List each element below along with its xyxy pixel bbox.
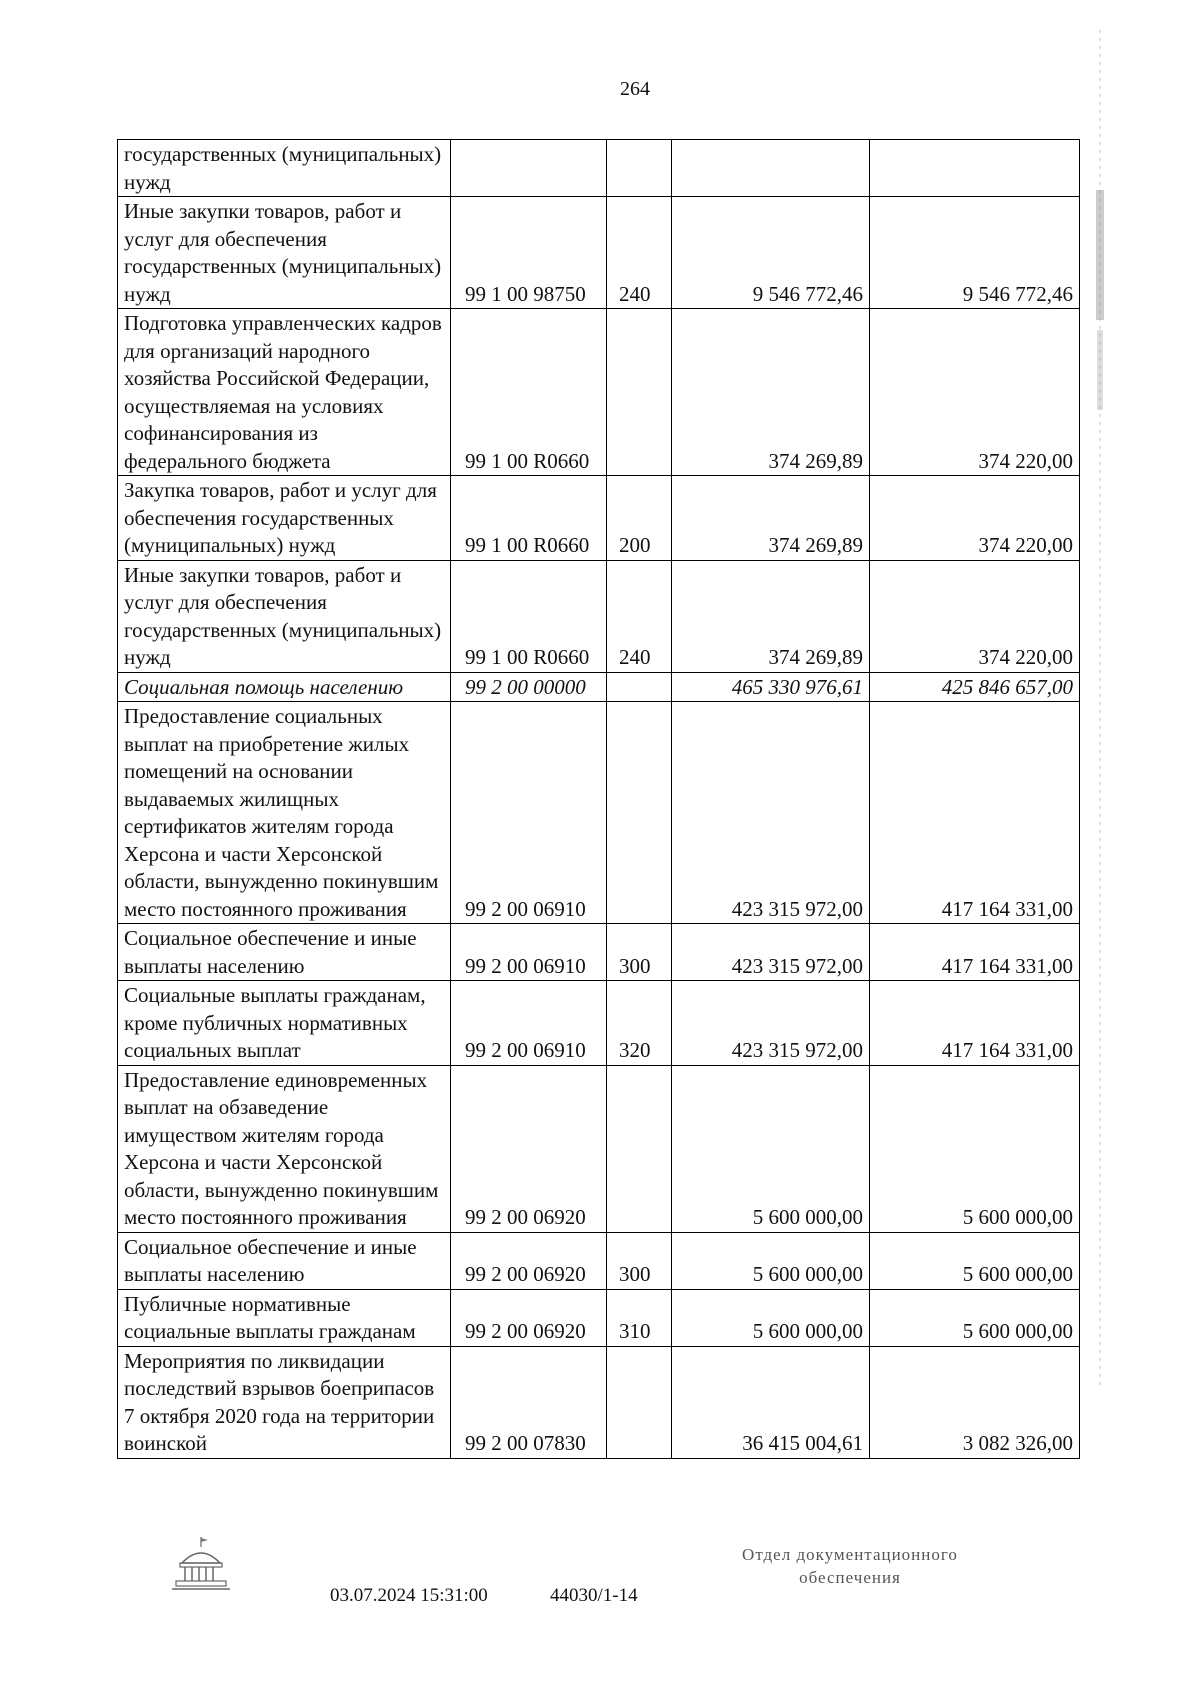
cell-amount-1: 423 315 972,00 [672,702,870,924]
cell-amount-1: 5 600 000,00 [672,1289,870,1346]
cell-amount-1: 423 315 972,00 [672,924,870,981]
cell-amount-2: 417 164 331,00 [870,702,1080,924]
cell-target-code: 99 1 00 R0660 [451,560,607,672]
cell-name: Социальное обеспечение и иные выплаты населению [118,1232,451,1289]
cell-amount-2: 5 600 000,00 [870,1065,1080,1232]
cell-expense-type: 240 [607,197,672,309]
scan-edge-strip [1093,30,1107,1390]
cell-amount-2: 374 220,00 [870,309,1080,476]
cell-amount-1 [672,140,870,197]
cell-name: Публичные нормативные социальные выплаты гражданам [118,1289,451,1346]
cell-amount-2: 417 164 331,00 [870,981,1080,1066]
cell-name: Иные закупки товаров, работ и услуг для обеспечения государственных (муниципальных) нужд [118,197,451,309]
cell-expense-type: 310 [607,1289,672,1346]
cell-amount-2: 5 600 000,00 [870,1232,1080,1289]
cell-name: Предоставление единовременных выплат на обзаведение имуществом жителям города Херсона и части Херсонской области, вынужденно покинувшим место постоянного проживания [118,1065,451,1232]
cell-name: государственных (муниципальных) нужд [118,140,451,197]
cell-name: Закупка товаров, работ и услуг для обеспечения государственных (муниципальных) нужд [118,476,451,561]
cell-amount-1: 9 546 772,46 [672,197,870,309]
cell-target-code: 99 2 00 06920 [451,1065,607,1232]
table-row [118,981,1080,1066]
cell-amount-2: 425 846 657,00 [870,672,1080,702]
cell-amount-1: 465 330 976,61 [672,672,870,702]
table-row [118,1232,1080,1289]
table-row [118,560,1080,672]
cell-amount-2: 5 600 000,00 [870,1289,1080,1346]
cell-expense-type [607,309,672,476]
cell-name: Социальная помощь населению [118,672,451,702]
footer-datetime: 03.07.2024 15:31:00 [330,1585,488,1606]
stamp-line-1: Отдел документационного [742,1545,958,1564]
cell-name: Предоставление социальных выплат на приобретение жилых помещений на основании выдаваемых жилищных сертификатов жителям города Херсона и части Херсонской области, вынужденно покинувшим место постоянного проживания [118,702,451,924]
cell-amount-1: 374 269,89 [672,309,870,476]
table-row [118,702,1080,924]
footer-document-number: 44030/1-14 [550,1585,638,1606]
cell-amount-1: 5 600 000,00 [672,1232,870,1289]
cell-target-code: 99 1 00 R0660 [451,309,607,476]
table-row [118,1289,1080,1346]
cell-amount-2: 374 220,00 [870,560,1080,672]
cell-target-code: 99 2 00 06910 [451,981,607,1066]
table-row [118,1065,1080,1232]
cell-target-code: 99 1 00 R0660 [451,476,607,561]
cell-target-code: 99 2 00 07830 [451,1346,607,1458]
cell-target-code: 99 2 00 06920 [451,1289,607,1346]
department-stamp [700,1543,1000,1589]
cell-target-code: 99 2 00 00000 [451,672,607,702]
table-row [118,672,1080,702]
cell-amount-2: 3 082 326,00 [870,1346,1080,1458]
cell-target-code: 99 2 00 06910 [451,924,607,981]
cell-expense-type [607,140,672,197]
cell-target-code: 99 1 00 98750 [451,197,607,309]
cell-amount-1: 374 269,89 [672,476,870,561]
cell-expense-type: 300 [607,1232,672,1289]
cell-target-code [451,140,607,197]
cell-amount-2: 374 220,00 [870,476,1080,561]
budget-table-body [118,140,1080,1459]
budget-table-container [117,139,1079,1459]
cell-target-code: 99 2 00 06910 [451,702,607,924]
cell-amount-1: 36 415 004,61 [672,1346,870,1458]
cell-expense-type [607,672,672,702]
cell-expense-type [607,702,672,924]
cell-target-code: 99 2 00 06920 [451,1232,607,1289]
emblem-icon [170,1535,232,1591]
cell-amount-1: 423 315 972,00 [672,981,870,1066]
cell-amount-2 [870,140,1080,197]
cell-name: Мероприятия по ликвидации последствий взрывов боеприпасов 7 октября 2020 года на территории воинской [118,1346,451,1458]
cell-expense-type: 300 [607,924,672,981]
cell-amount-2: 9 546 772,46 [870,197,1080,309]
cell-expense-type: 240 [607,560,672,672]
cell-expense-type [607,1346,672,1458]
stamp-line-2: обеспечения [799,1568,901,1587]
cell-amount-1: 374 269,89 [672,560,870,672]
table-row [118,1346,1080,1458]
budget-table [117,139,1080,1459]
cell-expense-type: 320 [607,981,672,1066]
cell-expense-type [607,1065,672,1232]
cell-name: Иные закупки товаров, работ и услуг для обеспечения государственных (муниципальных) нужд [118,560,451,672]
cell-expense-type: 200 [607,476,672,561]
table-row [118,309,1080,476]
cell-name: Подготовка управленческих кадров для организаций народного хозяйства Российской Федерации, осуществляемая на условиях софинансирования из федерального бюджета [118,309,451,476]
cell-name: Социальные выплаты гражданам, кроме публичных нормативных социальных выплат [118,981,451,1066]
table-row [118,140,1080,197]
page-number: 264 [620,78,650,100]
cell-name: Социальное обеспечение и иные выплаты населению [118,924,451,981]
table-row [118,197,1080,309]
cell-amount-2: 417 164 331,00 [870,924,1080,981]
table-row [118,476,1080,561]
cell-amount-1: 5 600 000,00 [672,1065,870,1232]
table-row [118,924,1080,981]
